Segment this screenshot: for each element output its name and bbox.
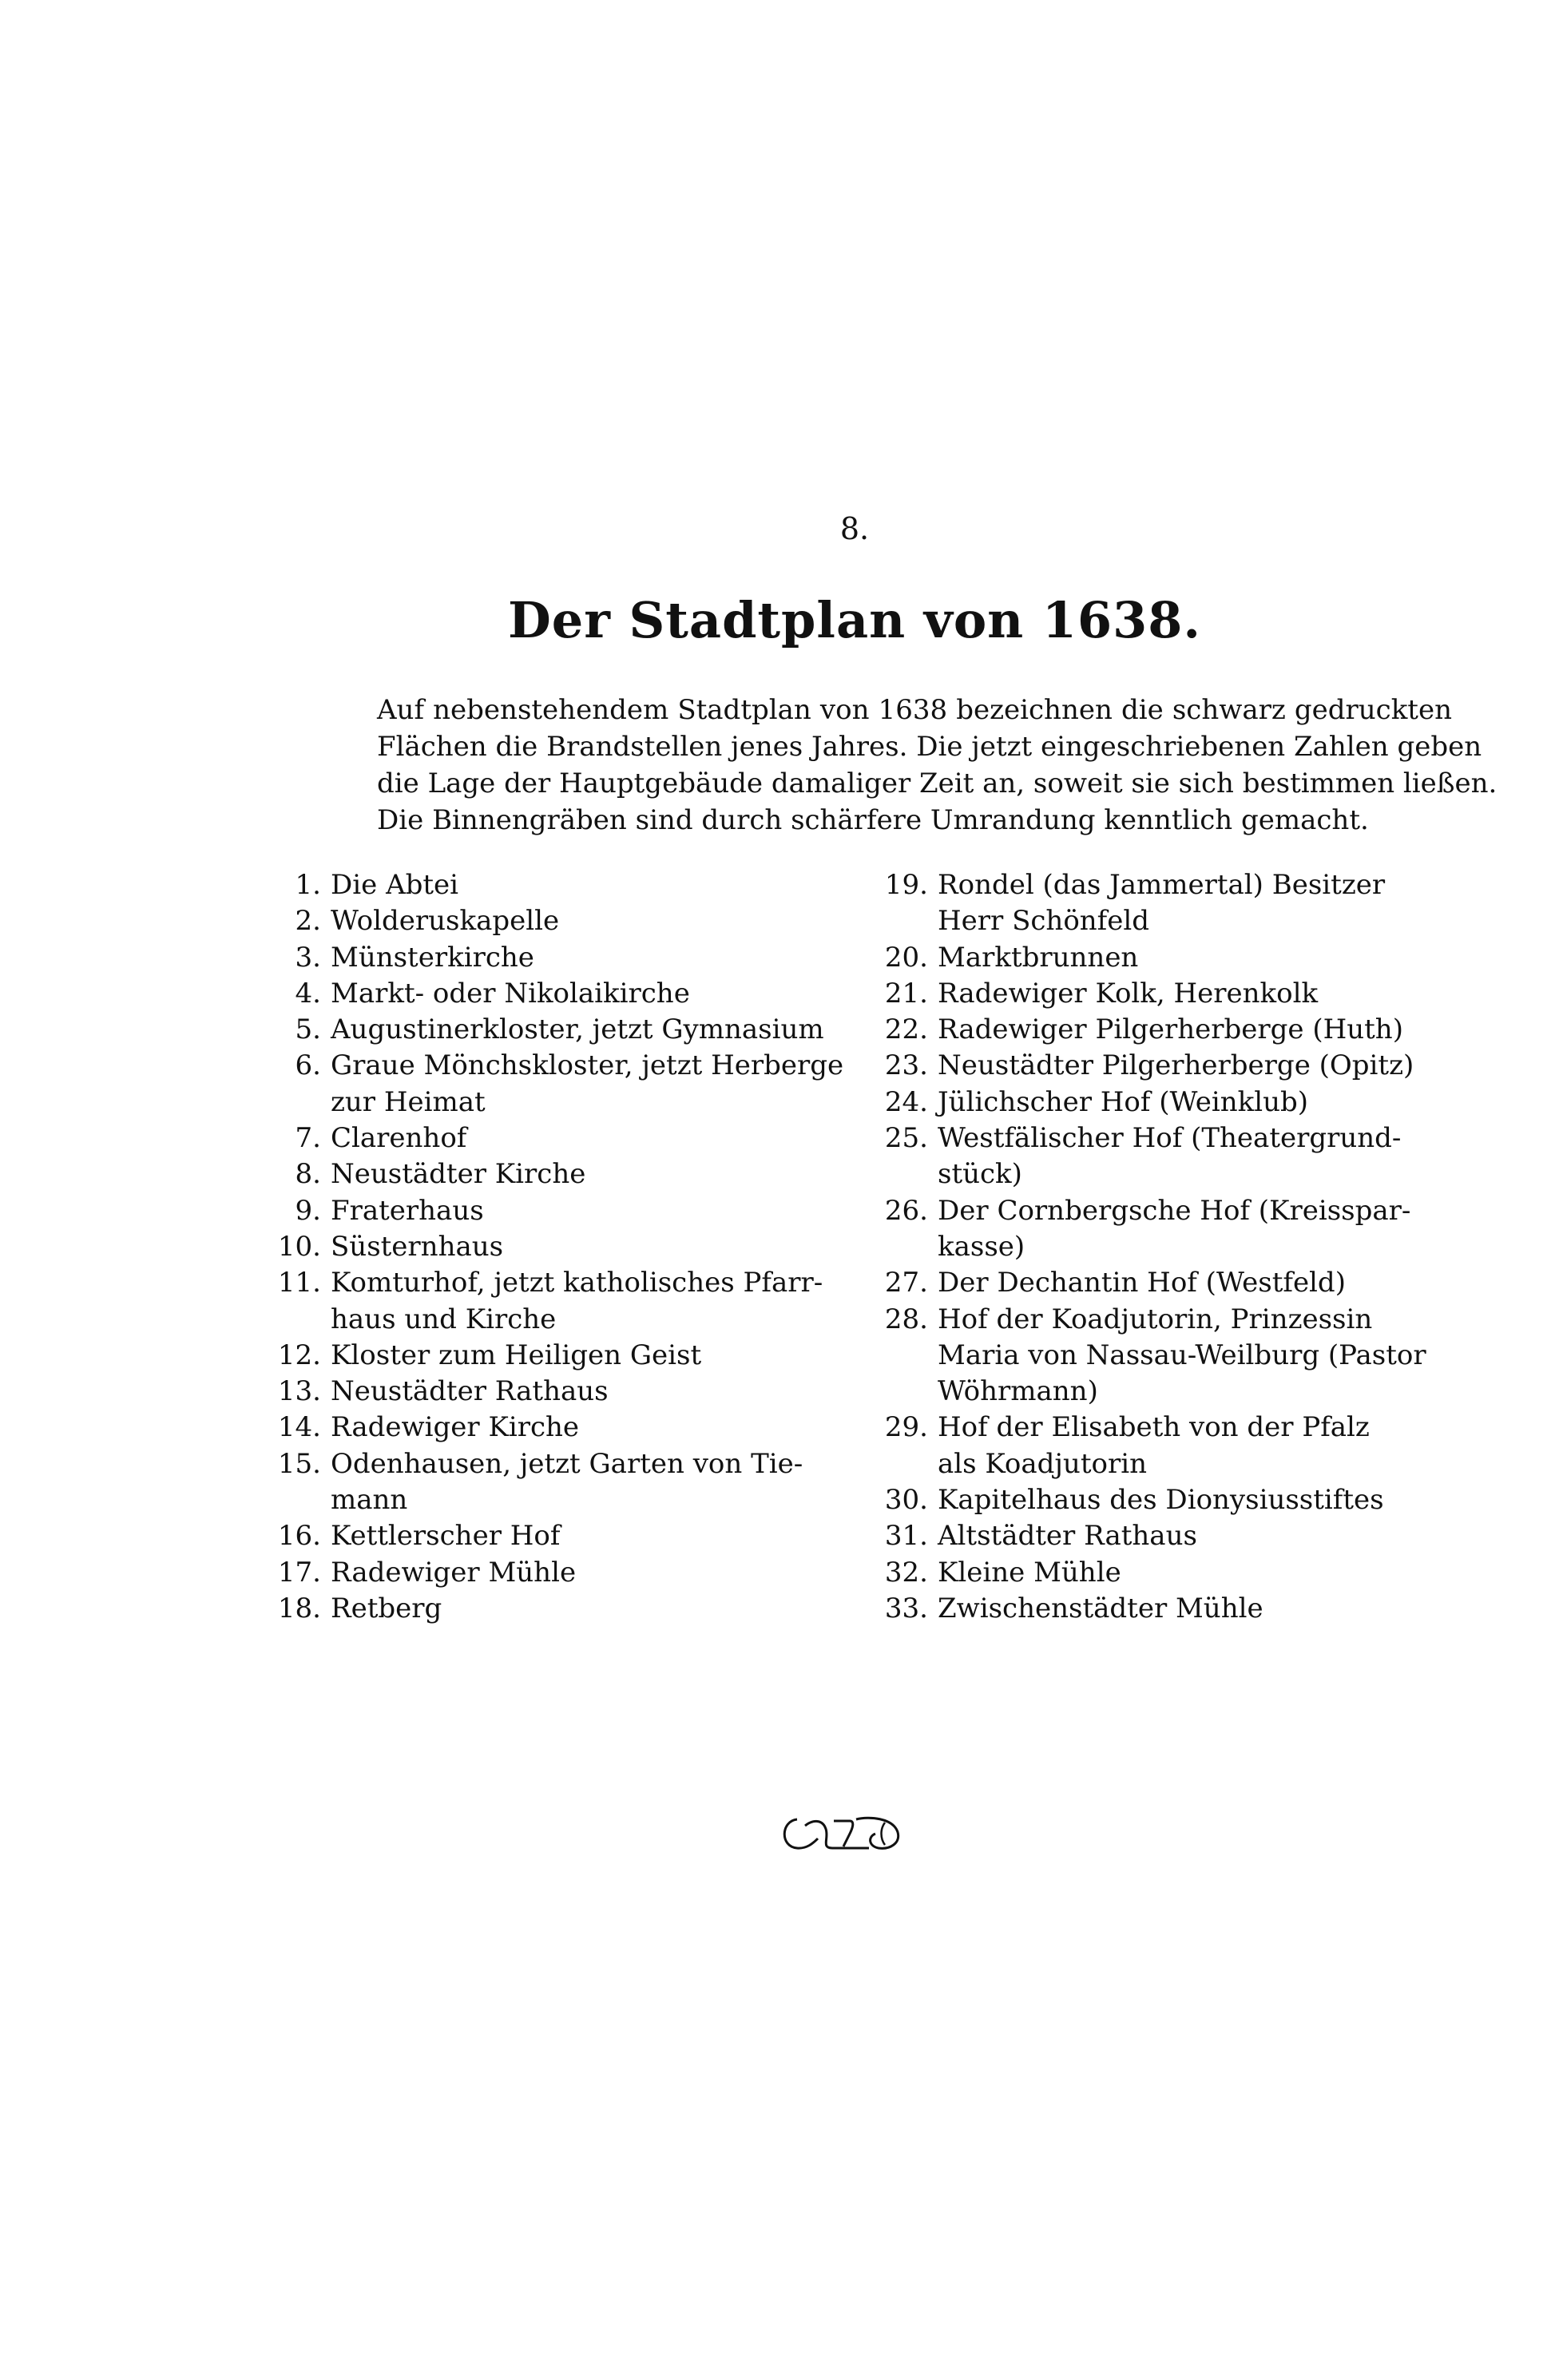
list-item-text [331, 1555, 855, 1591]
list-item [264, 1518, 855, 1554]
list-item [863, 976, 1470, 1012]
list-item-line: Marktbrunnen [938, 941, 1139, 974]
list-item-line: Neustädter Kirche [331, 1158, 586, 1191]
list-item-line: Kettlerscher Hof [331, 1520, 561, 1553]
list-item-number: 27. [884, 1267, 928, 1299]
page-number: 8. [839, 511, 870, 546]
list-item [264, 1591, 855, 1627]
list-item-number: 7. [295, 1122, 321, 1155]
list-item [863, 1591, 1470, 1627]
list-item-text [331, 1121, 855, 1156]
list-item-line: Radewiger Kolk, Herenkolk [938, 977, 1319, 1010]
list-item [863, 1302, 1470, 1410]
list-item-text [331, 940, 855, 976]
list-item-text [331, 976, 855, 1012]
list-item-number: 22. [884, 1013, 928, 1046]
list-item-line: Münsterkirche [331, 941, 534, 974]
list-item [264, 1156, 855, 1192]
list-item-number: 21. [884, 977, 928, 1010]
list-item-line: Hof der Koadjutorin, Prinzessin [938, 1303, 1373, 1335]
list-item [863, 1012, 1470, 1048]
list-item [264, 903, 855, 939]
list-item-line: Radewiger Mühle [331, 1556, 577, 1589]
list-item-line: Wöhrmann) [938, 1375, 1098, 1408]
list-item-line: Zwischenstädter Mühle [938, 1592, 1263, 1624]
list-item-text [331, 1193, 855, 1229]
list-item-line: Die Abtei [331, 869, 459, 901]
list-item-line: Markt- oder Nikolaikirche [331, 977, 690, 1010]
list-item-number: 25. [884, 1122, 928, 1155]
list-item-number: 16. [277, 1520, 321, 1553]
list-item-line: Rondel (das Jammertal) Besitzer [938, 869, 1386, 901]
list-item-line: Radewiger Pilgerherberge (Huth) [938, 1013, 1403, 1046]
list-item [863, 867, 1470, 940]
list-item-text [938, 1410, 1470, 1482]
list-item-number: 32. [884, 1556, 928, 1589]
list-item [863, 1265, 1470, 1301]
building-list-right [863, 867, 1470, 1627]
list-item-text [938, 1121, 1470, 1193]
list-item [863, 1555, 1470, 1591]
list-item-line: Westfälischer Hof (Theatergrund- [938, 1122, 1402, 1155]
list-item-text [938, 1591, 1470, 1627]
list-item-number: 23. [884, 1049, 928, 1082]
list-item-number: 3. [295, 941, 321, 974]
list-item [264, 1012, 855, 1048]
list-item-text [331, 1374, 855, 1410]
list-item-number: 6. [295, 1049, 321, 1082]
list-item-text [938, 976, 1470, 1012]
list-item-line: Clarenhof [331, 1122, 467, 1155]
list-item-text [938, 1265, 1470, 1301]
list-item-number: 11. [277, 1267, 321, 1299]
list-item-text [938, 867, 1470, 940]
page-title: Der Stadtplan von 1638. [508, 591, 1201, 649]
intro-line: Die Binnengräben sind durch schärfere Umrandung kenntlich gemacht. [377, 804, 1369, 836]
list-item-text [331, 1591, 855, 1627]
list-item [863, 940, 1470, 976]
list-item-text [331, 1048, 855, 1121]
list-item-number: 2. [295, 905, 321, 938]
list-item-text [331, 1012, 855, 1048]
list-item [264, 1048, 855, 1121]
list-item-text [331, 1229, 855, 1265]
list-item-line: mann [331, 1484, 408, 1517]
list-item-line: Augustinerkloster, jetzt Gymnasium [331, 1013, 824, 1046]
intro-paragraph [377, 692, 1498, 839]
list-item-line: stück) [938, 1158, 1022, 1191]
list-item [863, 1482, 1470, 1518]
list-item-line: Der Cornbergsche Hof (Kreisspar- [938, 1194, 1411, 1227]
list-item-number: 13. [277, 1375, 321, 1408]
list-item-line: haus und Kirche [331, 1303, 557, 1335]
list-item-line: Kloster zum Heiligen Geist [331, 1339, 702, 1371]
list-item-line: Neustädter Rathaus [331, 1375, 609, 1408]
list-item-line: Der Dechantin Hof (Westfeld) [938, 1267, 1346, 1299]
list-item-line: Fraterhaus [331, 1194, 484, 1227]
list-item-number: 26. [884, 1194, 928, 1227]
list-item [264, 1229, 855, 1265]
list-item-line: Kleine Mühle [938, 1556, 1121, 1589]
list-item-text [938, 1193, 1470, 1266]
list-item-line: Retberg [331, 1592, 442, 1624]
list-item-line: Kapitelhaus des Dionysiusstiftes [938, 1484, 1384, 1517]
list-item-text [938, 1555, 1470, 1591]
list-item-number: 17. [277, 1556, 321, 1589]
list-item-number: 29. [884, 1411, 928, 1444]
list-item-text [331, 903, 855, 939]
list-item-number: 28. [884, 1303, 928, 1335]
list-item [264, 1555, 855, 1591]
list-item-number: 1. [295, 869, 321, 901]
list-item-text [331, 1410, 855, 1446]
list-item-line: Radewiger Kirche [331, 1411, 580, 1444]
list-item-line: Herr Schönfeld [938, 905, 1150, 938]
list-item-line: Neustädter Pilgerherberge (Opitz) [938, 1049, 1414, 1082]
list-item-number: 8. [295, 1158, 321, 1191]
list-item-number: 4. [295, 977, 321, 1010]
list-item-text [938, 1518, 1470, 1554]
intro-line: die Lage der Hauptgebäude damaliger Zeit an, soweit sie sich bestimmen ließen. [377, 768, 1498, 799]
list-item [264, 1446, 855, 1519]
list-item-text [331, 1518, 855, 1554]
list-item-number: 10. [277, 1230, 321, 1263]
list-item-line: Hof der Elisabeth von der Pfalz [938, 1411, 1370, 1444]
list-item-text [938, 1482, 1470, 1518]
list-item-number: 12. [277, 1339, 321, 1371]
list-item [264, 1265, 855, 1338]
list-item-text [938, 1085, 1470, 1121]
list-item-number: 24. [884, 1085, 928, 1118]
list-item-number: 33. [884, 1592, 928, 1624]
list-item [264, 1338, 855, 1374]
list-item-line: Jülichscher Hof (Weinklub) [938, 1085, 1309, 1118]
list-item-text [938, 940, 1470, 976]
list-item-text [331, 1156, 855, 1192]
list-item-text [331, 1265, 855, 1338]
list-item-line: Odenhausen, jetzt Garten von Tie- [331, 1447, 803, 1480]
list-item-line: Wolderuskapelle [331, 905, 560, 938]
list-item [264, 940, 855, 976]
list-item-number: 9. [295, 1194, 321, 1227]
list-item [264, 1410, 855, 1446]
list-item-number: 19. [884, 869, 928, 901]
list-item [264, 976, 855, 1012]
list-item-number: 15. [277, 1447, 321, 1480]
list-item [264, 1121, 855, 1156]
list-item-text [331, 1338, 855, 1374]
list-item [863, 1121, 1470, 1193]
list-item [863, 1048, 1470, 1084]
list-item-text [938, 1012, 1470, 1048]
list-item-line: Maria von Nassau-Weilburg (Pastor [938, 1339, 1426, 1371]
list-item-number: 14. [277, 1411, 321, 1444]
list-item-number: 30. [884, 1484, 928, 1517]
list-item [264, 867, 855, 903]
flourish-ornament-icon [773, 1811, 914, 1856]
list-item-line: Graue Mönchskloster, jetzt Herberge [331, 1049, 844, 1082]
list-item-number: 31. [884, 1520, 928, 1553]
list-item-number: 20. [884, 941, 928, 974]
list-item-line: Komturhof, jetzt katholisches Pfarr- [331, 1267, 823, 1299]
list-item-line: zur Heimat [331, 1085, 486, 1118]
list-item-line: als Koadjutorin [938, 1447, 1147, 1480]
list-item-text [331, 1446, 855, 1519]
list-item-text [331, 867, 855, 903]
list-item-number: 5. [295, 1013, 321, 1046]
list-item-line: Altstädter Rathaus [938, 1520, 1197, 1553]
list-item-number: 18. [277, 1592, 321, 1624]
intro-line: Auf nebenstehendem Stadtplan von 1638 bezeichnen die schwarz gedruckten [377, 694, 1452, 726]
list-item [863, 1518, 1470, 1554]
building-list-left [264, 867, 855, 1627]
list-item-text [938, 1048, 1470, 1084]
list-item [264, 1193, 855, 1229]
list-item [863, 1410, 1470, 1482]
intro-line: Flächen die Brandstellen jenes Jahres. Die jetzt eingeschriebenen Zahlen geben [377, 731, 1482, 763]
list-item [863, 1193, 1470, 1266]
list-item-text [938, 1302, 1470, 1410]
list-item [863, 1085, 1470, 1121]
list-item [264, 1374, 855, 1410]
list-item-line: kasse) [938, 1230, 1025, 1263]
list-item-line: Süsternhaus [331, 1230, 504, 1263]
